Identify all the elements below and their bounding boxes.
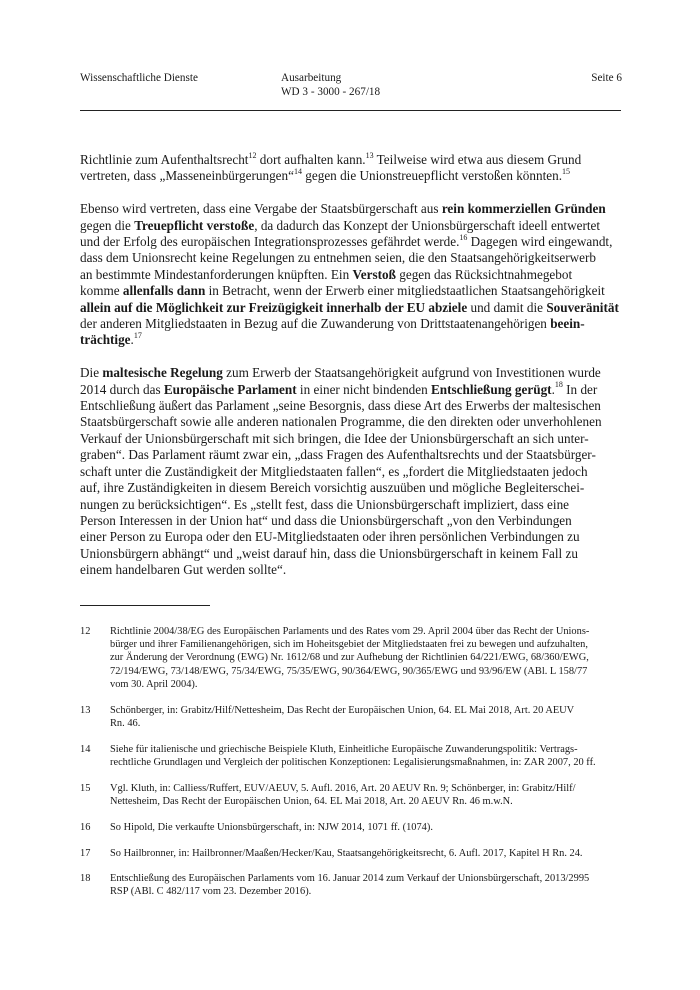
footnote-ref[interactable]: 12: [248, 150, 257, 160]
text-line: Staatsbürgerschaft sowie alle anderen nationalen Programme, die den direkten oder unverhohlenen: [80, 414, 602, 430]
footnote-ref[interactable]: 13: [365, 150, 374, 160]
footnote-number: 14: [80, 744, 91, 755]
text-line: allein auf die Möglichkeit zur Freizügigkeit innerhalb der EU abziele und damit die Souveränität: [80, 299, 619, 315]
text-line: 2014 durch das Europäische Parlament in einer nicht bindenden Entschließung gerügt.$^{18}$ In der: [80, 380, 598, 397]
emphasis: Treuepflicht verstoße: [134, 217, 255, 233]
text-line: dass dem Unionsrecht keine Regelungen zu entnehmen seien, die den Staatsangehörigkeitserwerb: [80, 250, 596, 266]
footnote-divider: [80, 605, 210, 606]
footnote-ref[interactable]: 15: [562, 167, 570, 177]
emphasis: rein kommerziellen Gründen: [441, 201, 606, 217]
footnote-ref[interactable]: 14: [293, 167, 302, 177]
text-line: komme allenfalls dann in Betracht, wenn der Erwerb einer mitgliedstaatlichen Staatsangehörigkeit: [80, 283, 605, 299]
paragraph-2: [80, 201, 622, 349]
footnote-text: Richtlinie 2004/38/EG des Europäischen Parlaments und des Rates vom 29. April 2004 über das Recht der Unions- bürger und ihrer Familienangehörigen, sich im Hoheitsgebiet der Mitgliedstaaten frei zu bewegen und aufzuhalten, zur Änderung der Verordnung (EWG) Nr. 1612/68 und zur Aufhebung der Richtlinien 64/221/EWG, 68/360/EWG, 72/194/EWG, 73/148/EWG, 75/34/EWG, 75/35/EWG, 90/364/EWG, 90/365/EWG und 93/96/EW (ABl. L 158/77 vom 30. April 2004).: [110, 626, 590, 690]
text-line: Unionsbürgern abhängt“ und „weist darauf hin, dass die Unionsbürgerschaft in keinem Fall zu: [80, 545, 578, 561]
footnote-text: Entschließung des Europäischen Parlaments vom 16. Januar 2014 zum Verkauf der Unionsbürgerschaft, 2013/2995 RSP (ABl. C 482/117 vom 23. Dezember 2016).: [110, 873, 590, 898]
footnote-number: 12: [80, 626, 91, 637]
header-doc-type: Ausarbeitung: [281, 72, 342, 84]
footnote-number: 18: [80, 873, 91, 884]
text-line: vertreten, dass „Masseneinbürgerungen“$^{14}$ gegen die Unionstreuepflicht verstoßen könnten.$^{15}$: [80, 167, 570, 184]
header-organization: Wissenschaftliche Dienste: [80, 72, 198, 84]
text-line: der anderen Mitgliedstaaten in Bezug auf die Zuwanderung von Drittstaatenangehörigen beein-: [80, 316, 585, 332]
text-line: einem handelbaren Gut werden sollte“.: [80, 562, 287, 578]
text-line: nungen zu berücksichtigen“. Es „stellt fest, dass die Unionsbürgerschaft impliziert, dass eine: [80, 496, 570, 512]
emphasis: allenfalls dann: [122, 283, 206, 299]
footnote-number: 13: [80, 705, 91, 716]
text-line: Person Interessen in der Union hat“ und dass die Unionsbürgerschaft „von den Verbindungen: [80, 512, 572, 528]
footnote-ref[interactable]: 17: [133, 331, 142, 341]
text-line: Entschließung äußert das Parlament „seine Besorgnis, dass diese Art des Erwerbs der maltesischen: [80, 398, 601, 414]
paragraph-1: [80, 152, 622, 185]
emphasis: Verstoß: [352, 266, 396, 282]
text-line: einer Person zu Europa oder den EU-Mitgliedstaaten oder ihren persönlichen Verbindungen zu: [80, 529, 580, 545]
text-line: und der Erfolg des europäischen Integrationsprozesses gefährdet werde.$^{16}$ Dagegen wird eingewandt,: [80, 232, 613, 250]
text-line: Verkauf der Unionsbürgerschaft mit sich bringen, die Idee der Unionsbürgerschaft an sich unter-: [80, 430, 589, 446]
footnote-number: 17: [80, 848, 91, 859]
footnote-number: 16: [80, 822, 91, 833]
text-line: trächtige.$^{17}$: [80, 331, 142, 348]
emphasis: beein-: [550, 316, 585, 332]
text-line: Richtlinie zum Aufenthaltsrecht$^{12}$ dort aufhalten kann.$^{13}$ Teilweise wird etwa aus diesem Grund: [80, 150, 582, 167]
text-line: gegen die Treuepflicht verstoße, da dadurch das Konzept der Unionsbürgerschaft ideell entwertet: [80, 217, 601, 233]
footnote-text: Vgl. Kluth, in: Calliess/Ruffert, EUV/AEUV, 5. Aufl. 2016, Art. 20 AEUV Rn. 9; Schönberger, in: Grabitz/Hilf/ Nettesheim, Das Recht der Europäischen Union, 64. EL Mai 2018, Art. 20 AEUV Rn. 46 m.w.N.: [110, 783, 576, 808]
footnote-ref[interactable]: 18: [554, 380, 563, 390]
footnote-ref[interactable]: 16: [459, 232, 468, 242]
text-line: schaft unter die Zuständigkeit der Mitgliedstaaten fallen“, es „fordert die Mitgliedstaaten jedoch: [80, 463, 588, 479]
footnote-text: Schönberger, in: Grabitz/Hilf/Nettesheim, Das Recht der Europäischen Union, 64. EL Mai 2018, Art. 20 AEUV Rn. 46.: [110, 705, 575, 730]
text-line: Die maltesische Regelung zum Erwerb der Staatsangehörigkeit aufgrund von Investitionen wurde: [80, 365, 601, 381]
text-line: Ebenso wird vertreten, dass eine Vergabe der Staatsbürgerschaft aus rein kommerziellen Gründen: [80, 201, 606, 217]
text-line: auf, ihre Zuständigkeiten in diesem Bereich vorsichtig auszuüben und mögliche Begleiterschei-: [80, 480, 585, 496]
paragraph-3: [80, 365, 622, 578]
text-line: an bestimmte Mindestanforderungen knüpften. Ein Verstoß gegen das Rücksichtnahmegebot: [80, 266, 573, 282]
body-text: [80, 152, 622, 579]
footnote-text: So Hailbronner, in: Hailbronner/Maaßen/Hecker/Kau, Staatsangehörigkeitsrecht, 6. Aufl. 2017, Kapitel H Rn. 24.: [110, 848, 583, 859]
emphasis: allein auf die Möglichkeit zur Freizügigkeit innerhalb der EU abziele: [80, 299, 468, 315]
footnote-text: Siehe für italienische und griechische Beispiele Kluth, Einheitliche Europäische Zuwanderungspolitik: Vertrags- rechtliche Grundlagen und Vergleich der politischen Konzeptionen: Legalisierungsmaßnahmen, in: ZAR 2007, 20 ff.: [110, 744, 596, 769]
footnote-number: 15: [80, 783, 91, 794]
header-doc-id: WD 3 - 3000 - 267/18: [281, 86, 381, 98]
emphasis: maltesische Regelung: [102, 365, 223, 381]
header-divider: [80, 110, 621, 111]
emphasis: Souveränität: [546, 299, 619, 315]
footnote-text: So Hipold, Die verkaufte Unionsbürgerschaft, in: NJW 2014, 1071 ff. (1074).: [110, 822, 433, 833]
emphasis: trächtige: [80, 332, 131, 348]
header-page-number: Seite 6: [591, 72, 622, 84]
header-document-info: [281, 71, 380, 99]
emphasis: Europäische Parlament: [163, 381, 297, 397]
text-line: graben“. Das Parlament räumt zwar ein, „dass Fragen des Aufenthaltsrechts und der Staatsbürger-: [80, 447, 596, 463]
emphasis: Entschließung gerügt: [431, 381, 552, 397]
